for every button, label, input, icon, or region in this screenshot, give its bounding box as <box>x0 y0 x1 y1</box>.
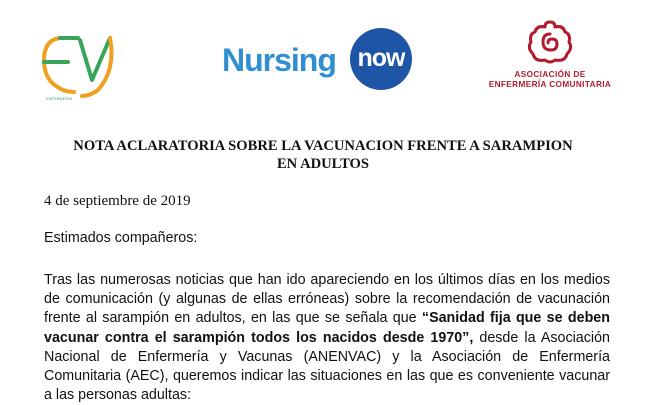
nursing-now-logo <box>222 28 412 90</box>
paragraph-text-1: Tras las numerosas noticias que han ido apareciendo en los últimos días en los medios de comunicación (y algunas de ellas erróneas) sobre la recomendación de vacunación frente al sarampión en adultos, en las que se señala que <box>44 272 610 327</box>
aec-logo <box>480 18 620 104</box>
ev-logo <box>38 30 122 104</box>
ev-logo-mark <box>38 30 122 104</box>
paragraph-bold-quote: “Sanidad fija que se deben vacunar contra el sarampión todos los nacidos desde 1970”, <box>44 310 610 346</box>
paragraph-text-2: desde la Asociación Nacional de Enfermería y Vacunas (ANENVAC) y la Asociación de Enfermería Comunitaria (AEC), queremos indicar las situaciones en las que es conveniente vacunar a las personas adultas: <box>44 329 610 404</box>
header-logos <box>0 0 646 110</box>
document-date: 4 de septiembre de 2019 <box>44 193 191 209</box>
greeting: Estimados compañeros: <box>44 230 198 246</box>
aec-emblem-icon <box>525 18 575 64</box>
aec-logo-line2: ENFERMERÍA COMUNITARIA <box>488 80 612 89</box>
nursing-now-word: Nursing <box>222 42 336 78</box>
title-line-2: EN ADULTOS <box>276 156 370 172</box>
ev-logo-caption: ENFERMERÍA <box>46 96 73 101</box>
aec-logo-line1: ASOCIACIÓN DE <box>514 70 586 79</box>
document-title <box>20 137 626 173</box>
body-paragraph <box>44 271 610 405</box>
nursing-now-badge-text: now <box>357 43 405 72</box>
title-line-1: NOTA ACLARATORIA SOBRE LA VACUNACION FRENTE A SARAMPION <box>73 138 573 154</box>
nursing-now-badge <box>350 28 412 90</box>
aec-logo-text <box>480 70 620 90</box>
